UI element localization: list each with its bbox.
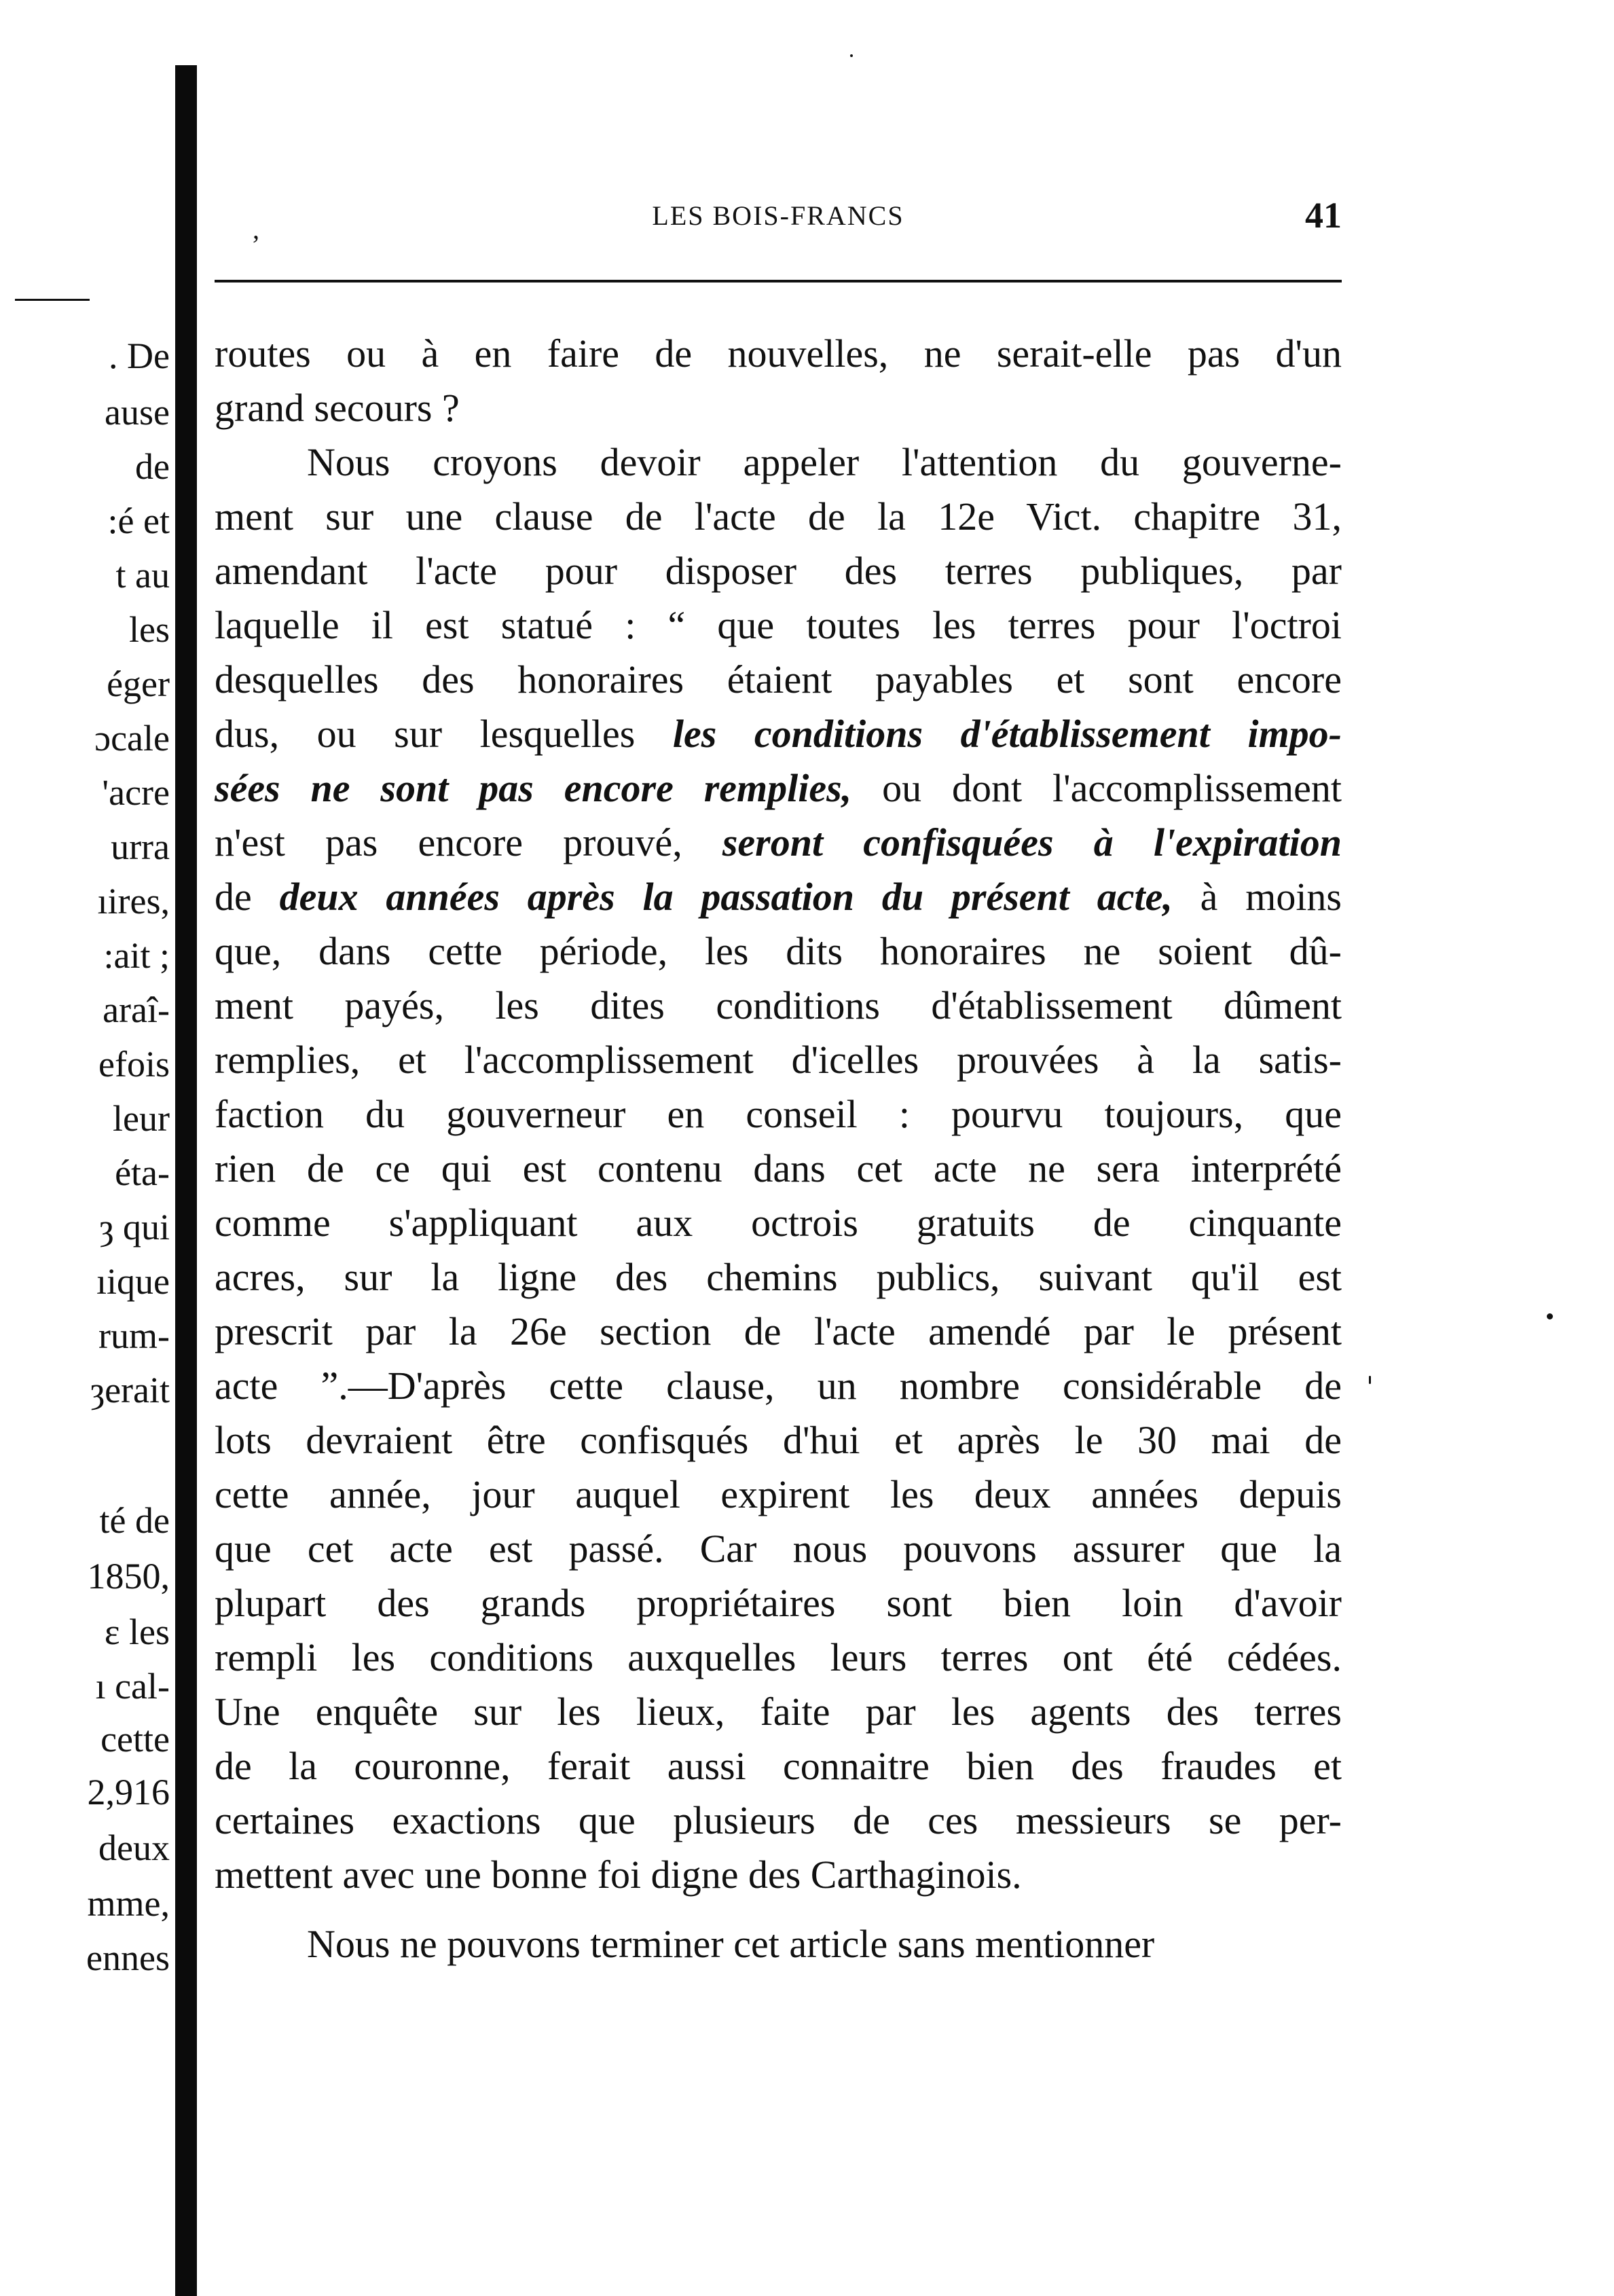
text-line: prescrit par la 26e section de l'acte amendé par le présent: [215, 1309, 1342, 1353]
left-fragment-line: rum-: [98, 1315, 170, 1356]
left-fragment-line: t au: [115, 555, 170, 596]
left-fragment-line: ı cal-: [95, 1666, 170, 1707]
left-fragment-line: mme,: [87, 1883, 170, 1924]
text-line: ment sur une clause de l'acte de la 12e Vict. chapitre 31,: [215, 494, 1342, 539]
left-fragment-line: éta-: [115, 1152, 170, 1193]
running-title: LES BOIS-FRANCS: [652, 200, 904, 231]
left-fragment-line: :é et: [107, 500, 170, 541]
left-fragment-line: de: [135, 446, 170, 487]
scan-speck: [1547, 1313, 1553, 1319]
text-line: [215, 820, 1342, 864]
running-head: [215, 194, 1342, 242]
header-rule: [215, 280, 1342, 283]
italic-emphasis: deux années après la passation du présent acte,: [279, 875, 1173, 919]
left-fragment-line: ıires,: [97, 881, 170, 922]
left-fragment-line: ɔcale: [94, 718, 170, 759]
scan-speck: [850, 54, 853, 57]
text-line: que, dans cette période, les dits honoraires ne soient dû-: [215, 929, 1342, 973]
left-fragment-line: :ait ;: [103, 935, 170, 976]
text-line: ment payés, les dites conditions d'établissement dûment: [215, 983, 1342, 1027]
italic-emphasis: seront confisquées à l'expiration: [722, 820, 1342, 864]
text-line: [215, 714, 1342, 754]
text-line: certaines exactions que plusieurs de ces messieurs se per-: [215, 1798, 1342, 1842]
binding-gutter-bar: [175, 65, 197, 2296]
text-line: routes ou à en faire de nouvelles, ne serait-elle pas d'un: [215, 331, 1342, 376]
left-fragment-line: cette: [100, 1719, 170, 1760]
text-line: rien de ce qui est contenu dans cet acte ne sera interprété: [215, 1146, 1342, 1190]
text-line: desquelles des honoraires étaient payables et sont encore: [215, 657, 1342, 701]
text-span: dus, ou sur lesquelles: [215, 712, 673, 756]
text-span: ou dont l'accomplissement: [851, 766, 1342, 810]
text-line: comme s'appliquant aux octrois gratuits de cinquante: [215, 1201, 1342, 1245]
left-fragment-line: efois: [98, 1044, 170, 1085]
left-fragment-line: leur: [113, 1098, 170, 1139]
text-line: Nous croyons devoir appeler l'attention du gouverne-: [307, 440, 1342, 484]
text-line: acte ”.—D'après cette clause, un nombre considérable de: [215, 1364, 1342, 1408]
text-line: cette année, jour auquel expirent les deux années depuis: [215, 1472, 1342, 1516]
left-page-rule: [15, 299, 90, 301]
left-fragment-line: ȝerait: [90, 1370, 170, 1410]
text-line: remplies, et l'accomplissement d'icelles prouvées à la satis-: [215, 1038, 1342, 1082]
running-head-mark: ,: [253, 214, 259, 244]
text-line: de la couronne, ferait aussi connaitre bien des fraudes et: [215, 1744, 1342, 1788]
left-fragment-line: éger: [107, 663, 170, 704]
left-fragment-line: araî-: [103, 989, 170, 1030]
left-fragment-line: 2,916: [87, 1772, 170, 1812]
text-line: Une enquête sur les lieux, faite par les agents des terres: [215, 1690, 1342, 1734]
text-line: laquelle il est statué : “ que toutes les terres pour l'octroi: [215, 603, 1342, 647]
italic-emphasis: sées ne sont pas encore remplies,: [215, 766, 852, 810]
text-span: à moins: [1172, 875, 1342, 919]
left-fragment-line: ause: [105, 392, 170, 433]
text-line: acres, sur la ligne des chemins publics, suivant qu'il est: [215, 1255, 1342, 1299]
italic-emphasis: les conditions d'établissement impo-: [672, 712, 1342, 756]
scan-speck: [1369, 1376, 1371, 1384]
left-fragment-line: 'acre: [102, 772, 170, 813]
left-fragment-line: ennes: [86, 1937, 170, 1978]
text-line: amendant l'acte pour disposer des terres publiques, par: [215, 549, 1342, 593]
text-line: lots devraient être confisqués d'hui et après le 30 mai de: [215, 1418, 1342, 1462]
text-line: [215, 766, 1342, 810]
left-fragment-line: ɛ les: [104, 1611, 170, 1652]
left-page-fragment: [0, 0, 170, 2296]
left-fragment-line: 1850,: [87, 1556, 170, 1597]
text-span: n'est pas encore prouvé,: [215, 820, 722, 864]
left-fragment-line: les: [129, 609, 170, 650]
left-fragment-line: ıique: [96, 1261, 170, 1302]
page-number: 41: [1305, 195, 1342, 236]
left-fragment-line: té de: [99, 1500, 170, 1541]
left-fragment-line: . De: [109, 335, 170, 376]
left-fragment-line: ȝ qui: [99, 1207, 170, 1247]
text-line: faction du gouverneur en conseil : pourvu toujours, que: [215, 1092, 1342, 1136]
text-line: rempli les conditions auxquelles leurs terres ont été cédées.: [215, 1635, 1342, 1679]
text-line: plupart des grands propriétaires sont bien loin d'avoir: [215, 1581, 1342, 1625]
left-fragment-line: urra: [111, 826, 170, 867]
text-span: de: [215, 875, 280, 919]
text-line: Nous ne pouvons terminer cet article sans mentionner: [307, 1922, 1155, 1966]
text-line: grand secours ?: [215, 386, 460, 430]
text-line: mettent avec une bonne foi digne des Carthaginois.: [215, 1853, 1022, 1897]
text-line: que cet acte est passé. Car nous pouvons assurer que la: [215, 1527, 1342, 1571]
text-line: [215, 877, 1342, 917]
left-fragment-line: deux: [98, 1827, 170, 1868]
